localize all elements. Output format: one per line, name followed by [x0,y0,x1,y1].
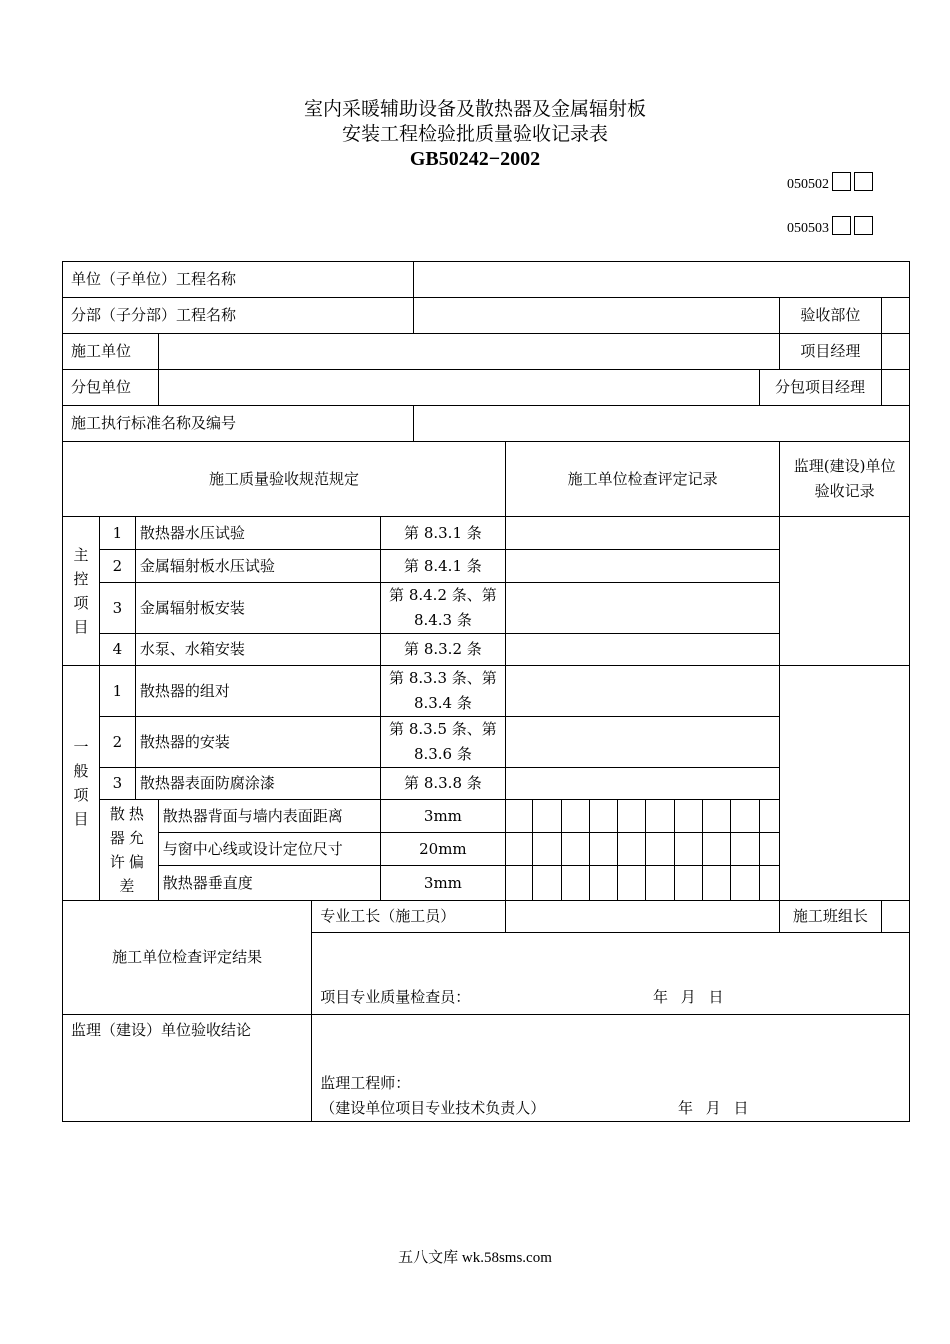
supervisor-record-main[interactable] [780,517,910,666]
measure-cell[interactable] [759,866,780,901]
measure-cell[interactable] [533,833,561,866]
check-record-cell[interactable] [506,550,780,583]
project-manager-value[interactable] [881,334,910,370]
measure-cell[interactable] [646,800,674,833]
measure-cell[interactable] [506,800,533,833]
row-number: 4 [100,634,136,666]
supervisor-column-header: 监理(建设)单位验收记录 [780,442,910,517]
engineer-label: 监理工程师： [320,1074,411,1092]
measure-cell[interactable] [646,833,674,866]
item-clause: 第 8.4.2 条、第 8.4.3 条 [380,583,505,634]
supervisor-record-general[interactable] [780,666,910,901]
sub-pm-value[interactable] [881,370,910,406]
subcontractor-value[interactable] [158,370,759,406]
form-code-050502: 050502 [787,172,873,193]
unit-name-label: 单位（子单位）工程名称 [63,262,414,298]
standard-code: GB50242−2002 [409,148,541,170]
deviation-name: 散热器垂直度 [158,866,380,901]
main-items-group-label: 主控项目 [63,517,100,666]
item-clause: 第 8.4.1 条 [380,550,505,583]
result-title: 施工单位检查评定结果 [63,901,312,1015]
measure-cell[interactable] [759,800,780,833]
measure-cell[interactable] [674,866,702,901]
subcontractor-label: 分包单位 [63,370,159,406]
measure-cell[interactable] [618,833,646,866]
spec-column-header: 施工质量验收规范规定 [63,442,506,517]
check-record-cell[interactable] [506,768,780,800]
contractor-value[interactable] [158,334,780,370]
measure-cell[interactable] [731,800,759,833]
deviation-group-label: 散热器允许偏差 [100,800,159,901]
item-name: 散热器表面防腐涂漆 [135,768,380,800]
measure-cell[interactable] [703,866,731,901]
form-subtitle: 安装工程检验批质量验收记录表 [341,123,608,145]
code-box[interactable] [832,172,851,191]
footer-watermark: 五八文库 wk.58sms.com [398,1250,552,1266]
standard-value[interactable] [413,406,909,442]
team-leader-label: 施工班组长 [780,901,881,933]
item-name: 散热器水压试验 [135,517,380,550]
row-number: 3 [100,768,136,800]
item-name: 散热器的组对 [135,666,380,717]
measure-cell[interactable] [618,800,646,833]
measure-cell[interactable] [703,800,731,833]
conclusion-date: 年 月 日 [678,1099,749,1117]
measure-cell[interactable] [506,866,533,901]
deviation-value: 3mm [380,866,505,901]
code-box[interactable] [854,216,873,235]
measure-cell[interactable] [589,800,617,833]
deviation-value: 20mm [380,833,505,866]
result-date: 年 月 日 [653,988,724,1006]
row-number: 1 [100,666,136,717]
result-signature-area[interactable] [312,933,910,1015]
unit-name-value[interactable] [413,262,909,298]
conclusion-title: 监理（建设）单位验收结论 [63,1015,312,1122]
sub-pm-label: 分包项目经理 [759,370,881,406]
conclusion-signature-area[interactable] [312,1015,910,1122]
measure-cell[interactable] [561,866,589,901]
check-record-cell[interactable] [506,517,780,550]
project-manager-label: 项目经理 [780,334,881,370]
row-number: 1 [100,517,136,550]
item-clause: 第 8.3.3 条、第 8.3.4 条 [380,666,505,717]
measure-cell[interactable] [561,800,589,833]
sub-name-value[interactable] [413,298,780,334]
row-number: 2 [100,717,136,768]
measure-cell[interactable] [703,833,731,866]
deviation-name: 与窗中心线或设计定位尺寸 [158,833,380,866]
check-record-cell[interactable] [506,717,780,768]
measure-cell[interactable] [506,833,533,866]
check-record-cell[interactable] [506,666,780,717]
deviation-value: 3mm [380,800,505,833]
measure-cell[interactable] [674,833,702,866]
measure-cell[interactable] [731,833,759,866]
measure-cell[interactable] [533,800,561,833]
item-clause: 第 8.3.2 条 [380,634,505,666]
item-name: 散热器的安装 [135,717,380,768]
measure-cell[interactable] [731,866,759,901]
measure-cell[interactable] [618,866,646,901]
form-code-050503: 050503 [787,216,873,237]
item-name: 金属辐射板水压试验 [135,550,380,583]
form-title: 室内采暖辅助设备及散热器及金属辐射板 [303,98,646,120]
item-name: 水泵、水箱安装 [135,634,380,666]
standard-label: 施工执行标准名称及编号 [63,406,414,442]
measure-cell[interactable] [674,800,702,833]
check-column-header: 施工单位检查评定记录 [506,442,780,517]
measure-cell[interactable] [589,866,617,901]
inspector-label: 项目专业质量检查员： [320,988,471,1006]
row-number: 3 [100,583,136,634]
item-clause: 第 8.3.1 条 [380,517,505,550]
owner-label: （建设单位项目专业技术负责人） [320,1099,546,1117]
contractor-label: 施工单位 [63,334,159,370]
sub-name-label: 分部（子分部）工程名称 [63,298,414,334]
foreman-value[interactable] [506,901,780,933]
team-leader-value[interactable] [881,901,910,933]
deviation-name: 散热器背面与墙内表面距离 [158,800,380,833]
item-clause: 第 8.3.8 条 [380,768,505,800]
acceptance-part-value[interactable] [881,298,910,334]
check-record-cell[interactable] [506,634,780,666]
acceptance-part-label: 验收部位 [780,298,881,334]
measure-cell[interactable] [561,833,589,866]
measure-cell[interactable] [759,833,780,866]
code-box[interactable] [854,172,873,191]
inspection-form-table [62,261,910,1122]
measure-cell[interactable] [533,866,561,901]
measure-cell[interactable] [589,833,617,866]
general-items-group-label: 一般项目 [63,666,100,901]
foreman-label: 专业工长（施工员） [312,901,506,933]
item-name: 金属辐射板安装 [135,583,380,634]
row-number: 2 [100,550,136,583]
measure-cell[interactable] [646,866,674,901]
item-clause: 第 8.3.5 条、第 8.3.6 条 [380,717,505,768]
code-box[interactable] [832,216,851,235]
check-record-cell[interactable] [506,583,780,634]
